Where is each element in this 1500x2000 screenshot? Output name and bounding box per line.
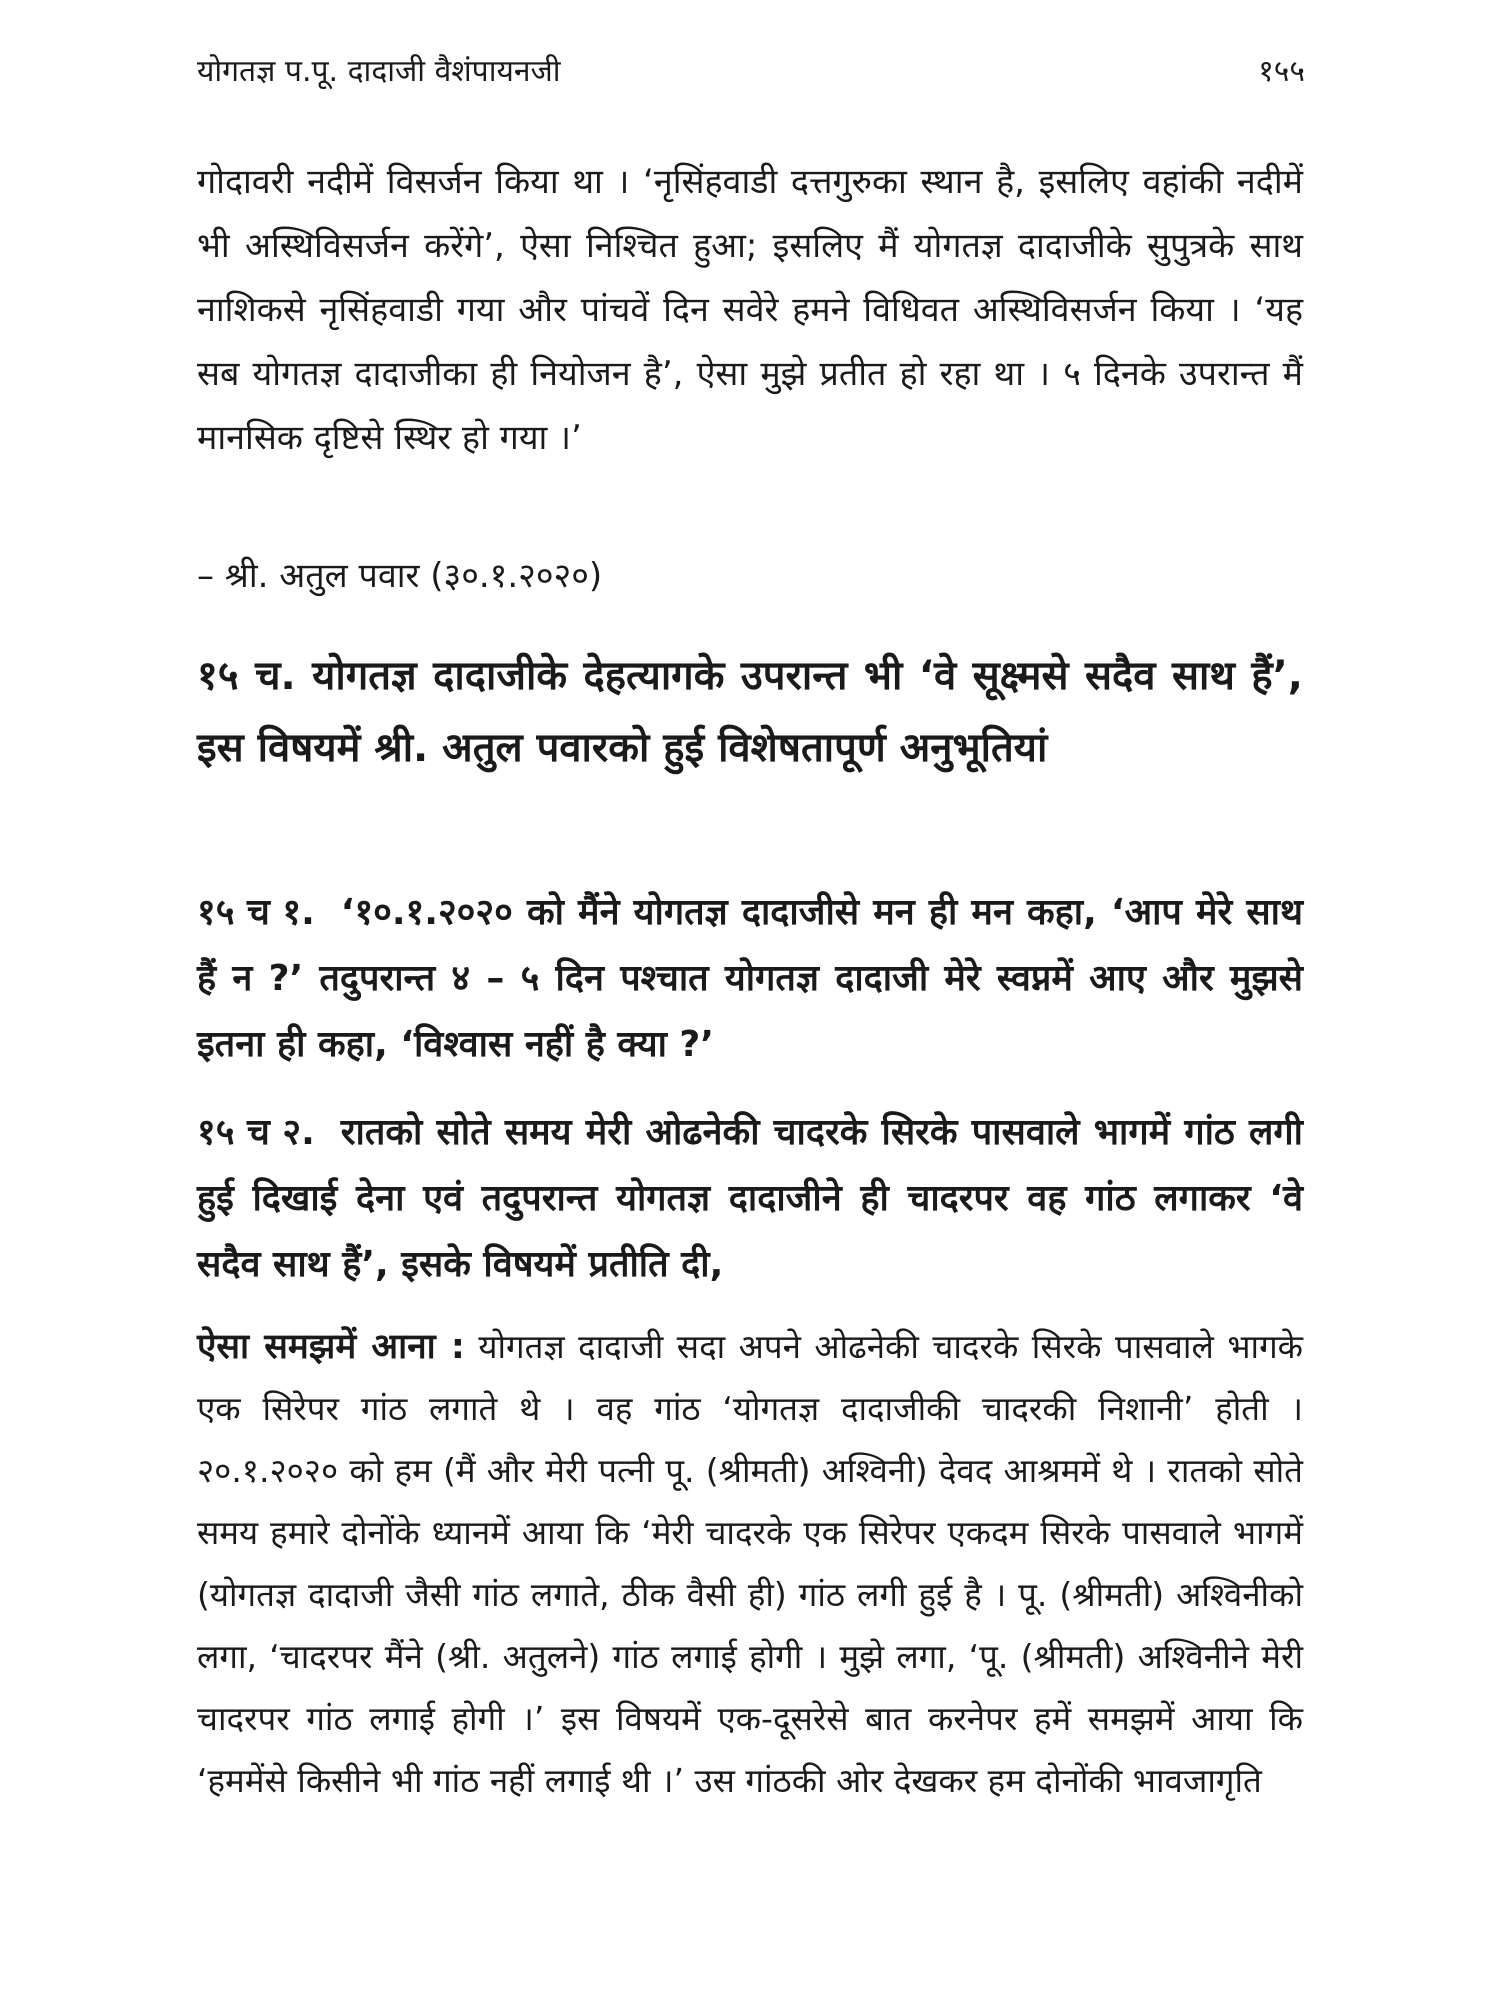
- signature: – श्री. अतुल पवार (३०.१.२०२०): [197, 556, 603, 596]
- subsection-2-lead: ऐसा समझमें आना :: [197, 1327, 465, 1367]
- subsection-2: [197, 1100, 1303, 1298]
- running-title: योगतज्ञ प.पू. दादाजी वैशंपायनजी: [197, 54, 561, 89]
- subsection-1-text: ‘१०.१.२०२० को मैंने योगतज्ञ दादाजीसे मन ही मन कहा, ‘आप मेरे साथ हैं न ?’ तदुपरान्त ४ – ५ दिन पश्चात योगतज्ञ दादाजी मेरे स्वप्नमें आए और मुझसे इतना ही कहा, ‘विश्वास नहीं है क्या ?’: [197, 892, 1303, 1065]
- page-number: १५५: [1258, 54, 1305, 89]
- section-heading: १५ च. योगतज्ञ दादाजीके देहत्यागके उपरान्त भी ‘वे सूक्ष्मसे सदैव साथ हैं’, इस विषयमें श्री. अतुल पवारको हुई विशेषतापूर्ण अनुभूतियां: [197, 653, 1303, 771]
- subsection-2-text: रातको सोते समय मेरी ओढनेकी चादरके सिरके पासवाले भागमें गांठ लगी हुई दिखाई देना एवं तदुपरान्त योगतज्ञ दादाजीने ही चादरपर वह गांठ लगाकर ‘वे सदैव साथ हैं’, इसके विषयमें प्रतीति दी,: [197, 1112, 1303, 1285]
- intro-paragraph: गोदावरी नदीमें विसर्जन किया था । ‘नृसिंहवाडी दत्तगुरुका स्थान है, इसलिए वहांकी नदीमें भी अस्थिविसर्जन करेंगे’, ऐसा निश्चित हुआ; इसलिए मैं योगतज्ञ दादाजीके सुपुत्रके साथ नाशिकसे नृसिंहवाडी गया और पांचवें दिन सवेरे हमने विधिवत अस्थिविसर्जन किया । ‘यह सब योगतज्ञ दादाजीका ही नियोजन है’, ऐसा मुझे प्रतीत हो रहा था । ५ दिनके उपरान्त मैं मानसिक दृष्टिसे स्थिर हो गया ।’: [197, 162, 1303, 458]
- subsection-2-body: [197, 1316, 1303, 1812]
- subsection-1-number: १५ च १.: [197, 892, 315, 933]
- subsection-1: [197, 880, 1303, 1078]
- subsection-2-body-text: योगतज्ञ दादाजी सदा अपने ओढनेकी चादरके सिरके पासवाले भागके एक सिरेपर गांठ लगाते थे । वह गांठ ‘योगतज्ञ दादाजीकी चादरकी निशानी’ होती । २०.१.२०२० को हम (मैं और मेरी पत्नी पू. (श्रीमती) अश्विनी) देवद आश्रममें थे । रातको सोते समय हमारे दोनोंके ध्यानमें आया कि ‘मेरी चादरके एक सिरेपर एकदम सिरके पासवाले भागमें (योगतज्ञ दादाजी जैसी गांठ लगाते, ठीक वैसी ही) गांठ लगी हुई है । पू. (श्रीमती) अश्विनीको लगा, ‘चादरपर मैंने (श्री. अतुलने) गांठ लगाई होगी । मुझे लगा, ‘पू. (श्रीमती) अश्विनीने मेरी चादरपर गांठ लगाई होगी ।’ इस विषयमें एक-दूसरेसे बात करनेपर हमें समझमें आया कि ‘हममेंसे किसीने भी गांठ नहीं लगाई थी ।’ उस गांठकी ओर देखकर हम दोनोंकी भावजागृति: [197, 1327, 1303, 1800]
- subsection-2-number: १५ च २.: [197, 1112, 315, 1153]
